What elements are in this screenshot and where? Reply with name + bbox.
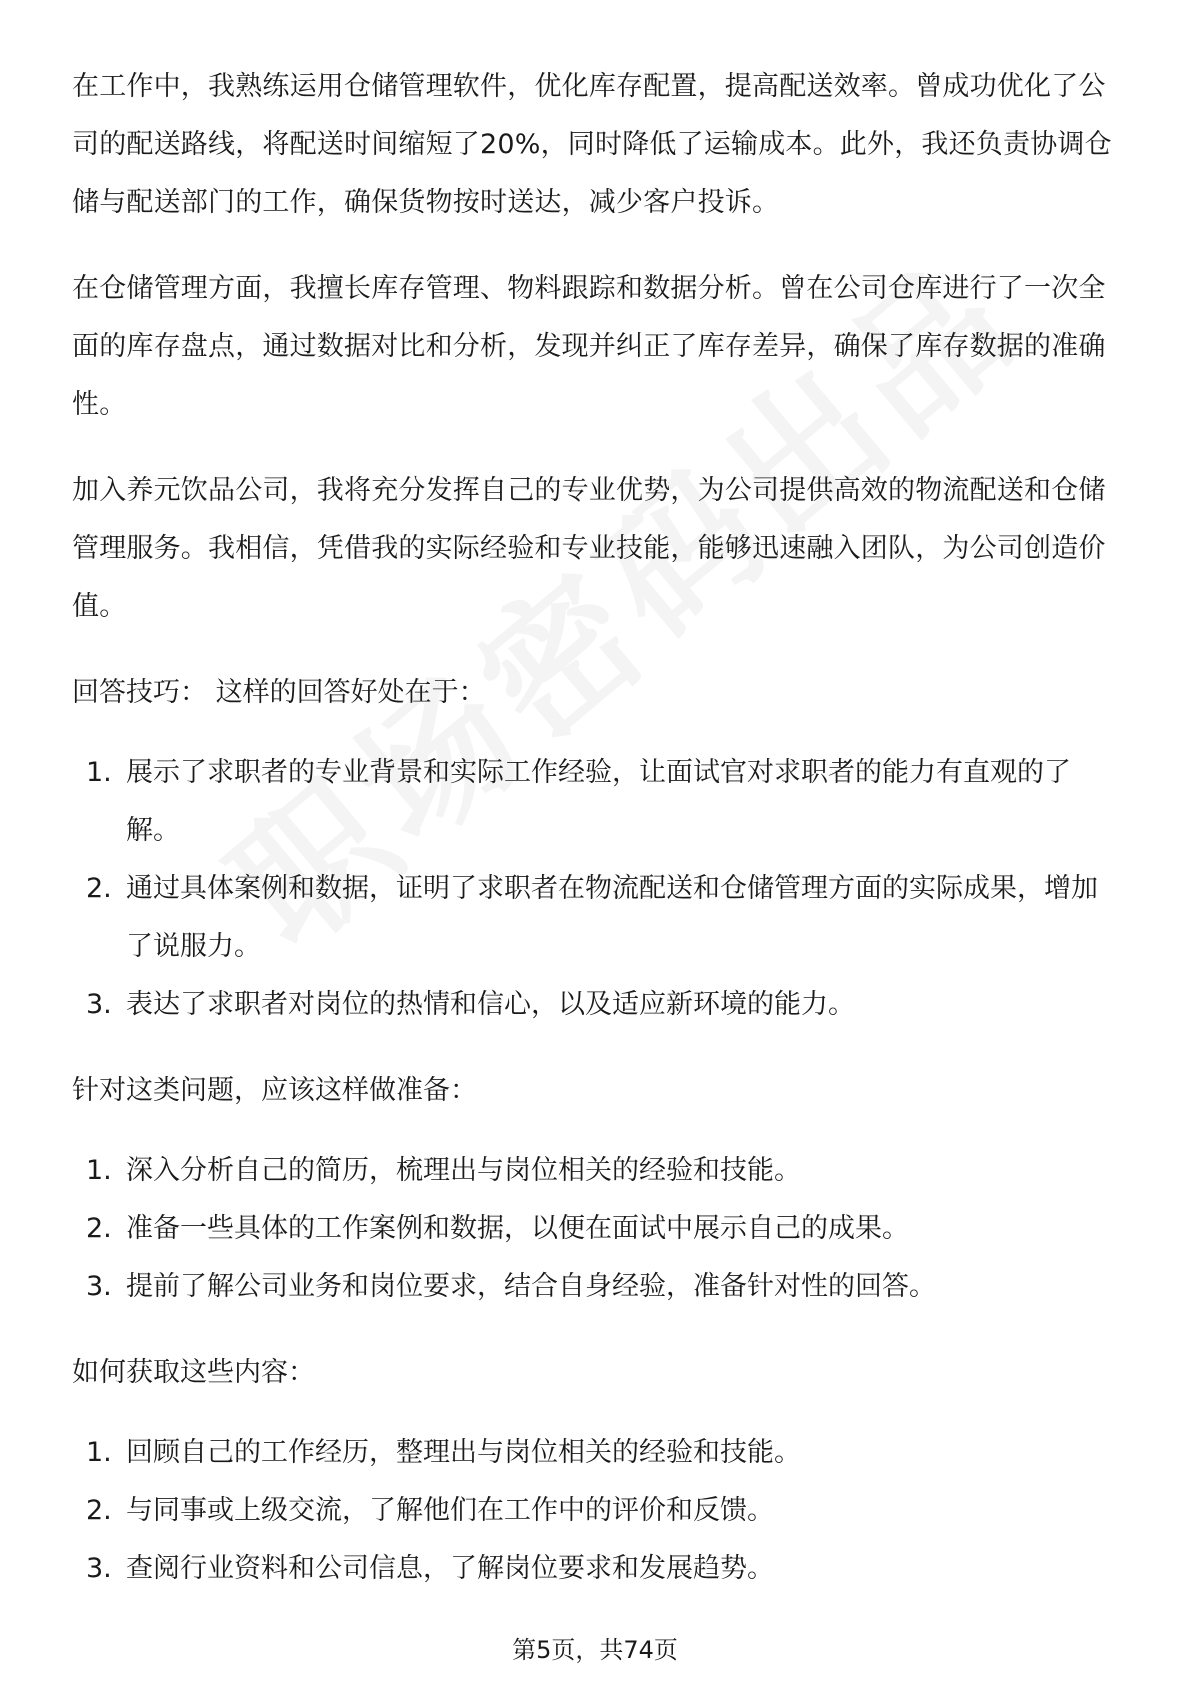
list-text: 准备一些具体的工作案例和数据，以便在面试中展示自己的成果。 [126, 1213, 909, 1244]
list-text: 回顾自己的工作经历，整理出与岗位相关的经验和技能。 [126, 1437, 801, 1468]
list-number: 3. [86, 1271, 112, 1302]
list-item [72, 1482, 1118, 1540]
list-text: 提前了解公司业务和岗位要求，结合自身经验，准备针对性的回答。 [126, 1271, 936, 1302]
list-text: 查阅行业资料和公司信息，了解岗位要求和发展趋势。 [126, 1553, 774, 1584]
list-number: 2. [86, 1213, 112, 1244]
list-item [72, 1258, 1118, 1316]
list-item [72, 744, 1118, 860]
list-text: 通过具体案例和数据，证明了求职者在物流配送和仓储管理方面的实际成果，增加了说服力。 [126, 873, 1098, 962]
document-page [72, 58, 1118, 1626]
list-text: 表达了求职者对岗位的热情和信心，以及适应新环境的能力。 [126, 989, 855, 1020]
list-number: 1. [86, 757, 112, 788]
list-item [72, 1200, 1118, 1258]
paragraph-warehouse-management: 在仓储管理方面，我擅长库存管理、物料跟踪和数据分析。曾在公司仓库进行了一次全面的库存盘点，通过数据对比和分析，发现并纠正了库存差异，确保了库存数据的准确性。 [72, 273, 1106, 420]
list-item [72, 860, 1118, 976]
tips-list [72, 744, 1118, 1034]
list-item [72, 976, 1118, 1034]
tips-label: 回答技巧： 这样的回答好处在于： [72, 677, 486, 708]
list-text: 深入分析自己的简历，梳理出与岗位相关的经验和技能。 [126, 1155, 801, 1186]
paragraph-work-experience: 在工作中，我熟练运用仓储管理软件，优化库存配置，提高配送效率。曾成功优化了公司的配送路线，将配送时间缩短了20%，同时降低了运输成本。此外，我还负责协调仓储与配送部门的工作，确保货物按时送达，减少客户投诉。 [72, 71, 1112, 218]
prepare-list [72, 1142, 1118, 1316]
obtain-list [72, 1424, 1118, 1598]
page-number: 第5页，共74页 [512, 1636, 678, 1664]
list-item [72, 1540, 1118, 1598]
list-number: 2. [86, 873, 112, 904]
list-text: 展示了求职者的专业背景和实际工作经验，让面试官对求职者的能力有直观的了解。 [126, 757, 1071, 846]
list-text: 与同事或上级交流，了解他们在工作中的评价和反馈。 [126, 1495, 774, 1526]
list-number: 2. [86, 1495, 112, 1526]
list-number: 1. [86, 1155, 112, 1186]
obtain-label: 如何获取这些内容： [72, 1357, 315, 1388]
list-number: 3. [86, 1553, 112, 1584]
list-number: 3. [86, 989, 112, 1020]
list-item [72, 1424, 1118, 1482]
paragraph-join-company: 加入养元饮品公司，我将充分发挥自己的专业优势，为公司提供高效的物流配送和仓储管理服务。我相信，凭借我的实际经验和专业技能，能够迅速融入团队，为公司创造价值。 [72, 475, 1106, 622]
list-item [72, 1142, 1118, 1200]
list-number: 1. [86, 1437, 112, 1468]
prepare-label: 针对这类问题，应该这样做准备： [72, 1075, 477, 1106]
